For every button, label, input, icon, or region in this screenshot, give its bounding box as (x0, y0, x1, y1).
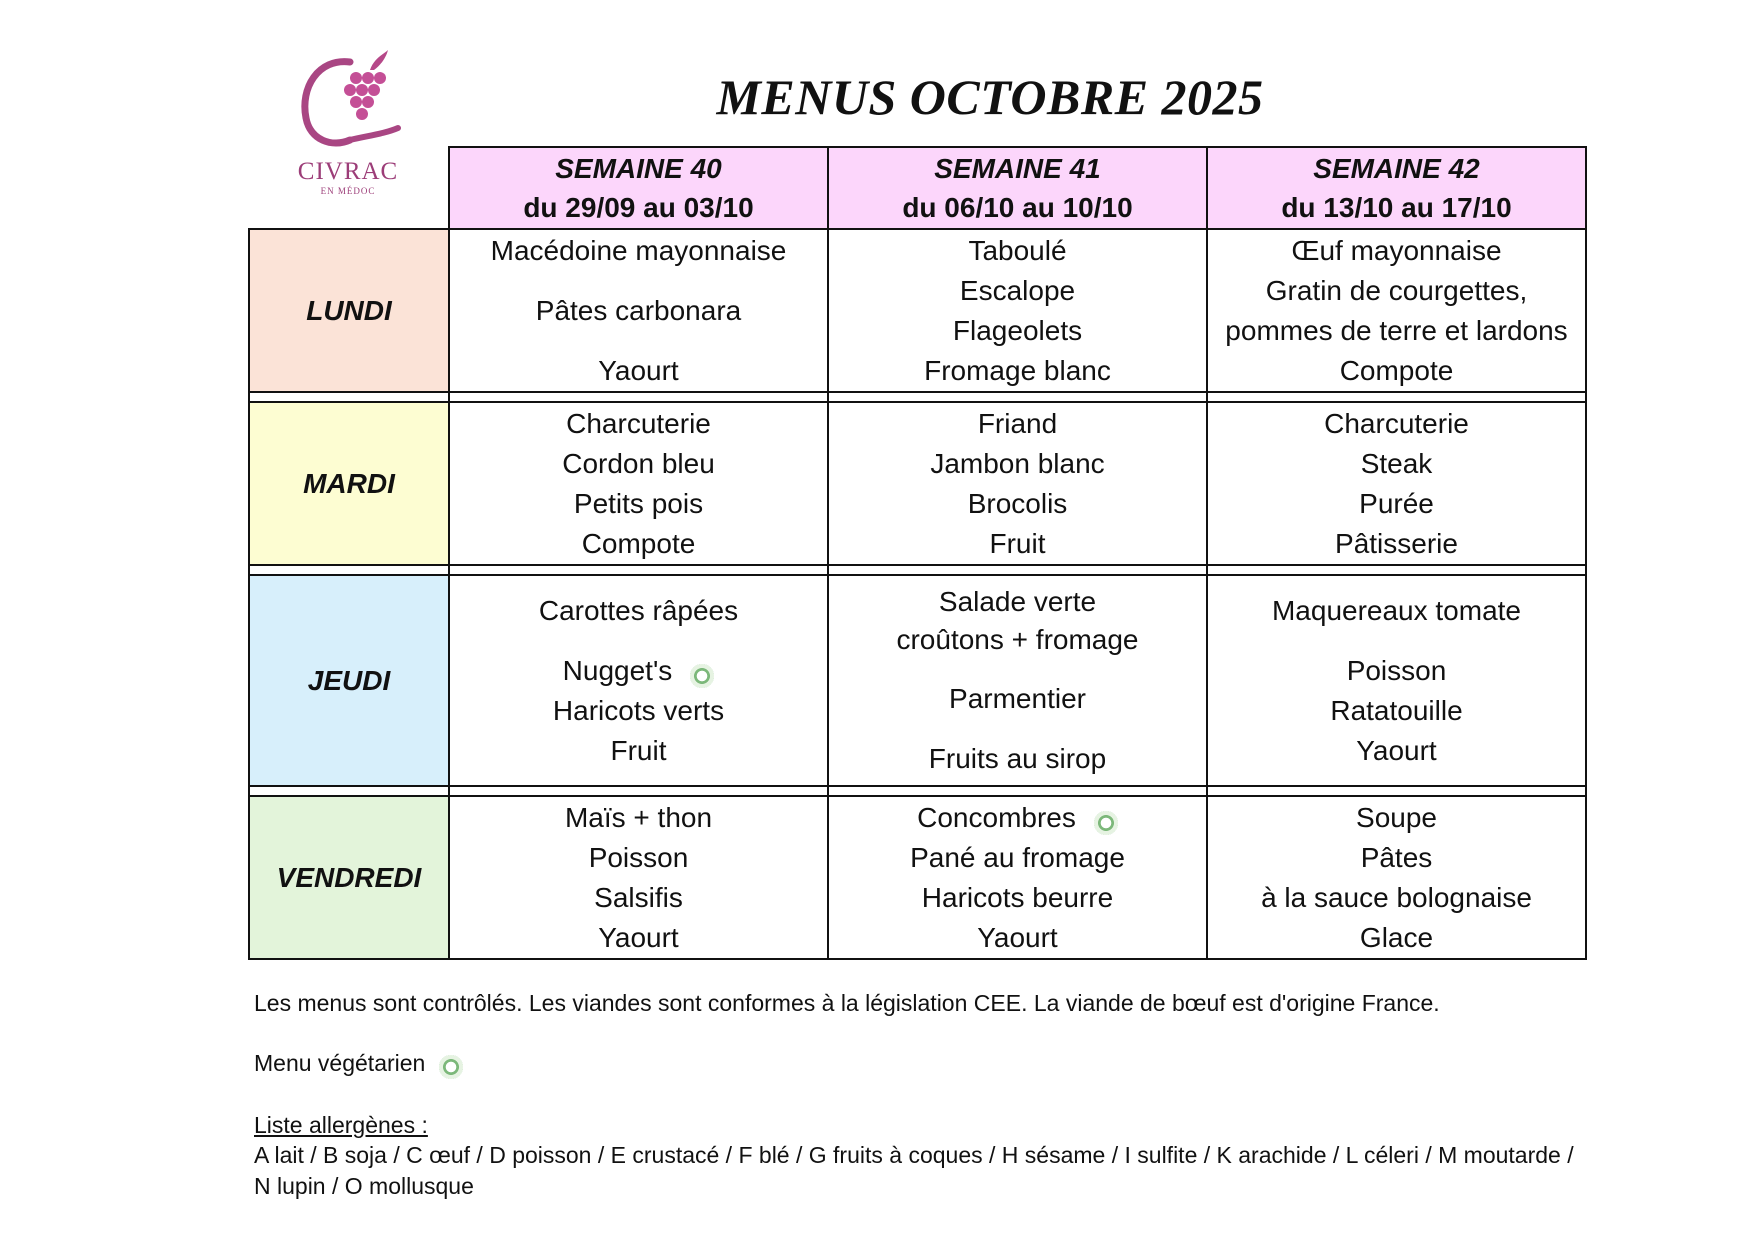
row-separator (249, 392, 1586, 402)
week-name: SEMAINE 42 (1313, 153, 1480, 184)
dish: Maquereaux tomate (1271, 594, 1522, 626)
menu-cell (449, 796, 828, 959)
footer-note: Les menus sont contrôlés. Les viandes sont conformes à la législation CEE. La viande de bœuf est d'origine France. (254, 990, 1440, 1016)
week-dates: du 29/09 au 03/10 (523, 192, 754, 223)
dish: Haricots beurre (921, 881, 1114, 913)
dish: Parmentier (949, 682, 1086, 714)
week-header-row (249, 147, 1586, 229)
week-header-41 (828, 147, 1207, 229)
week-header-42 (1207, 147, 1586, 229)
dish: Yaourt (1356, 734, 1437, 766)
dish: Gratin de courgettes, (1265, 274, 1528, 306)
dish: Salade verte (938, 585, 1097, 617)
day-row-lundi (249, 229, 1586, 392)
menu-cell (1207, 796, 1586, 959)
dish: Charcuterie (566, 407, 711, 439)
week-name: SEMAINE 41 (934, 153, 1101, 184)
dish: Glace (1359, 921, 1434, 953)
dish: Petits pois (573, 487, 704, 519)
page-title: MENUS OCTOBRE 2025 (716, 69, 1264, 125)
dish: Pané au fromage (910, 841, 1125, 873)
dish: Compote (1339, 354, 1454, 386)
day-label-mardi: MARDI (249, 402, 449, 565)
menu-cell (828, 575, 1207, 786)
allergens-list: A lait / B soja / C œuf / D poisson / E crustacé / F blé / G fruits à coques / H sésame / I sulfite / K arachide / L céleri / M moutarde / N lupin / O mollusque (254, 1142, 1574, 1199)
day-label-vendredi: VENDREDI (249, 796, 449, 959)
dish: Œuf mayonnaise (1291, 234, 1502, 266)
vegetarian-badge-icon (1094, 811, 1118, 835)
dish: pommes de terre et lardons (1225, 314, 1568, 346)
dish-vegetarian: Nugget's (450, 651, 827, 691)
dish: Flageolets (952, 314, 1083, 346)
row-separator (249, 565, 1586, 575)
dish: Soupe (1356, 801, 1437, 833)
dish: Poisson (1346, 654, 1447, 686)
dish: Pâtisserie (1335, 527, 1458, 559)
grape-logo-icon (288, 48, 418, 160)
row-separator (249, 786, 1586, 796)
week-header-40 (449, 147, 828, 229)
menu-cell (1207, 575, 1586, 786)
dish: Fruit (610, 734, 667, 766)
day-label-lundi: LUNDI (249, 229, 449, 392)
dish: Steak (1360, 447, 1433, 479)
menu-cell (1207, 402, 1586, 565)
week-name: SEMAINE 40 (555, 153, 722, 184)
day-row-mardi (249, 402, 1586, 565)
day-row-vendredi (249, 796, 1586, 959)
dish: Pâtes carbonara (535, 294, 742, 326)
dish: Taboulé (968, 234, 1067, 266)
menu-cell (828, 796, 1207, 959)
menu-cell (828, 229, 1207, 392)
dish: Fruit (989, 527, 1046, 559)
dish: Macédoine mayonnaise (490, 234, 787, 266)
week-dates: du 06/10 au 10/10 (902, 192, 1133, 223)
menu-cell (449, 575, 828, 786)
dish: Friand (977, 407, 1058, 439)
dish: Purée (1359, 487, 1434, 519)
dish: Carottes râpées (538, 594, 739, 626)
header-spacer (249, 147, 449, 229)
vegetarian-badge-icon (690, 664, 714, 688)
dish-vegetarian: Concombres (829, 798, 1206, 838)
day-row-jeudi (249, 575, 1586, 786)
menu-cell (1207, 229, 1586, 392)
dish: Fruits au sirop (928, 742, 1107, 774)
week-dates: du 13/10 au 17/10 (1281, 192, 1512, 223)
dish: croûtons + fromage (896, 623, 1139, 655)
menu-cell (449, 402, 828, 565)
dish: Poisson (588, 841, 689, 873)
day-label-jeudi: JEUDI (249, 575, 449, 786)
allergens-title: Liste allergènes : (254, 1112, 428, 1138)
dish: Jambon blanc (930, 447, 1105, 479)
dish: Escalope (959, 274, 1076, 306)
logo-brand-text: CIVRAC (297, 158, 399, 185)
dish: Charcuterie (1324, 407, 1469, 439)
vegetarian-legend-label: Menu végétarien (254, 1050, 426, 1076)
vegetarian-badge-icon (439, 1055, 463, 1079)
dish: Cordon bleu (562, 447, 715, 479)
dish: Ratatouille (1330, 694, 1463, 726)
dish: Yaourt (977, 921, 1058, 953)
dish: Haricots verts (552, 694, 725, 726)
menu-table (248, 146, 1587, 960)
menu-cell (828, 402, 1207, 565)
vegetarian-legend (254, 1050, 463, 1077)
dish: Yaourt (598, 354, 679, 386)
logo-sub-text: EN MÉDOC (320, 186, 376, 196)
dish: Compote (581, 527, 696, 559)
dish: à la sauce bolognaise (1261, 881, 1532, 913)
dish: Pâtes (1360, 841, 1433, 873)
dish: Salsifis (594, 881, 683, 913)
dish: Brocolis (967, 487, 1068, 519)
dish: Maïs + thon (564, 801, 713, 833)
dish: Fromage blanc (924, 354, 1111, 386)
menu-cell (449, 229, 828, 392)
dish: Yaourt (598, 921, 679, 953)
